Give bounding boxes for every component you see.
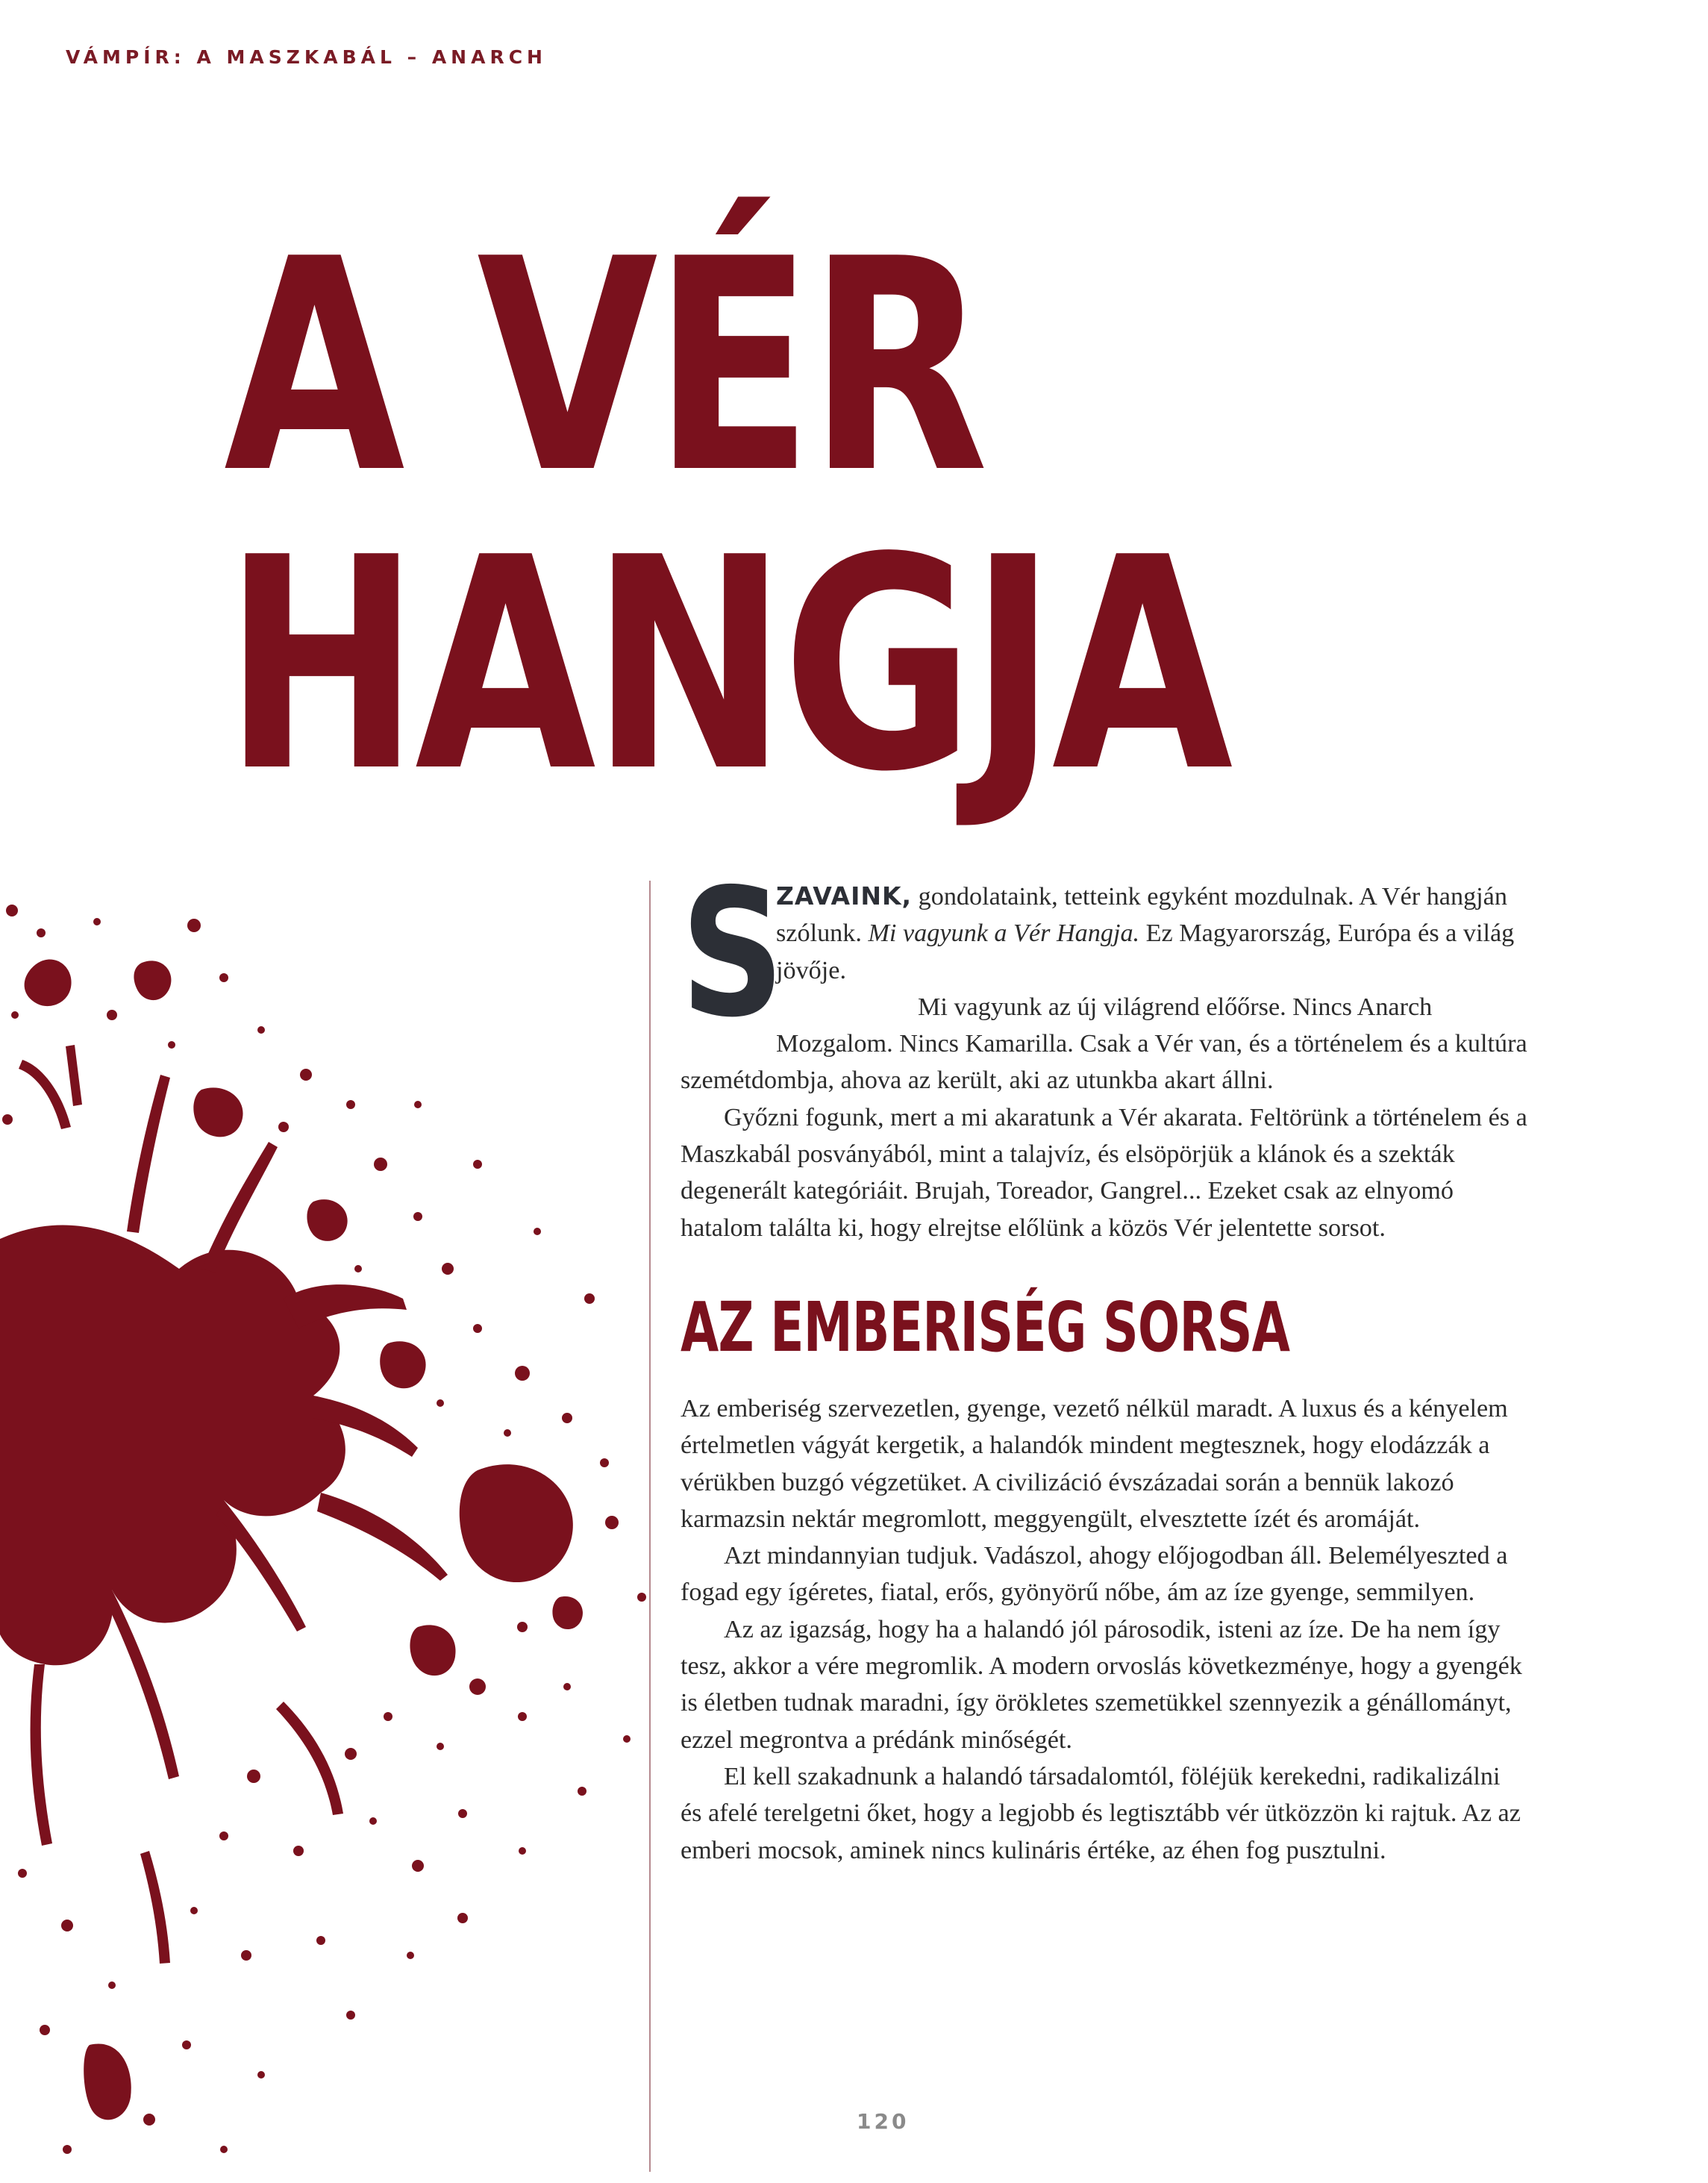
intro-paragraph-3: Győzni fogunk, mert a mi akaratunk a Vér akarata. Feltörünk a történelem és a Maszkabál posványából, mint a talajvíz, és elsöpörjük a klánok és a szekták degenerált kategóriáit. Brujah, Toreador, Gangrel... Ezeket csak az elnyomó hatalom találta ki, hogy elrejtse előlünk a közös Vér jelentette sorsot. [681, 1103, 1527, 1242]
intro-text-a: gondolataink, tetteink egyként mozdulnak. A Vér hangján szólunk. [776, 883, 1507, 948]
intro-text-b: Ez Magyarország, Európa és a világ jövője. [776, 919, 1515, 984]
page-number: 120 [857, 2109, 910, 2134]
column-divider [649, 881, 651, 2172]
section-paragraph: Azt mindannyian tudjuk. Vadászol, ahogy előjogodban áll. Belemélyeszted a fogad egy ígéretes, fiatal, erős, gyönyörű nőbe, ám az íze gyenge, semmilyen. [681, 1542, 1508, 1607]
page-title [224, 197, 1229, 836]
section-paragraph: Az emberiség szervezetlen, gyenge, vezető nélkül maradt. A luxus és a kényelem értelmetlen vágyát kergetik, a halandók mindent megtesznek, hogy elodázzák a vérükben buzgó végzetüket. A civilizáció évszázadai során a bennük lakozó karmazsin nektár megromlott, meggyengült, elvesztette ízét és aromáját. [681, 1394, 1508, 1533]
title-line-2: HANGJA [224, 496, 1229, 836]
section-heading: AZ EMBERISÉG SORSA [681, 1287, 1290, 1367]
intro-paragraph-2: Mi vagyunk az új világrend előőrse. Nincs Anarch Mozgalom. Nincs Kamarilla. Csak a Vér van, és a történelem és a kultúra szemétdombja, ahova az került, aki az utunkba akart állni. [681, 993, 1527, 1095]
section-paragraph: El kell szakadnunk a halandó társadalomtól, föléjük kerekedni, radikalizálni és afelé terelgetni őket, hogy a legjobb és legtisztább vér ütközzön ki rajtuk. Az az emberi mocsok, aminek nincs kulináris értéke, az éhen fog pusztulni. [681, 1762, 1521, 1864]
lead-word: ZAVAINK, [776, 881, 913, 911]
title-line-1: A VÉR [224, 197, 984, 537]
article-body [681, 851, 1527, 1869]
drop-cap: S [681, 851, 785, 1056]
intro-italic: Mi vagyunk a Vér Hangja. [868, 919, 1140, 948]
section-paragraph: Az az igazság, hogy ha a halandó jól párosodik, isteni az íze. De ha nem így tesz, akkor a vére megromlik. A modern orvoslás következménye, hogy a gyengék is életben tudnak maradni, így örökletes szemetükkel szennyezik a génállományt, ezzel megrontva a prédánk minőségét. [681, 1615, 1522, 1754]
blood-splatter-icon [0, 881, 657, 2179]
running-header: VÁMPÍR: A MASZKABÁL – ANARCH [66, 46, 547, 68]
